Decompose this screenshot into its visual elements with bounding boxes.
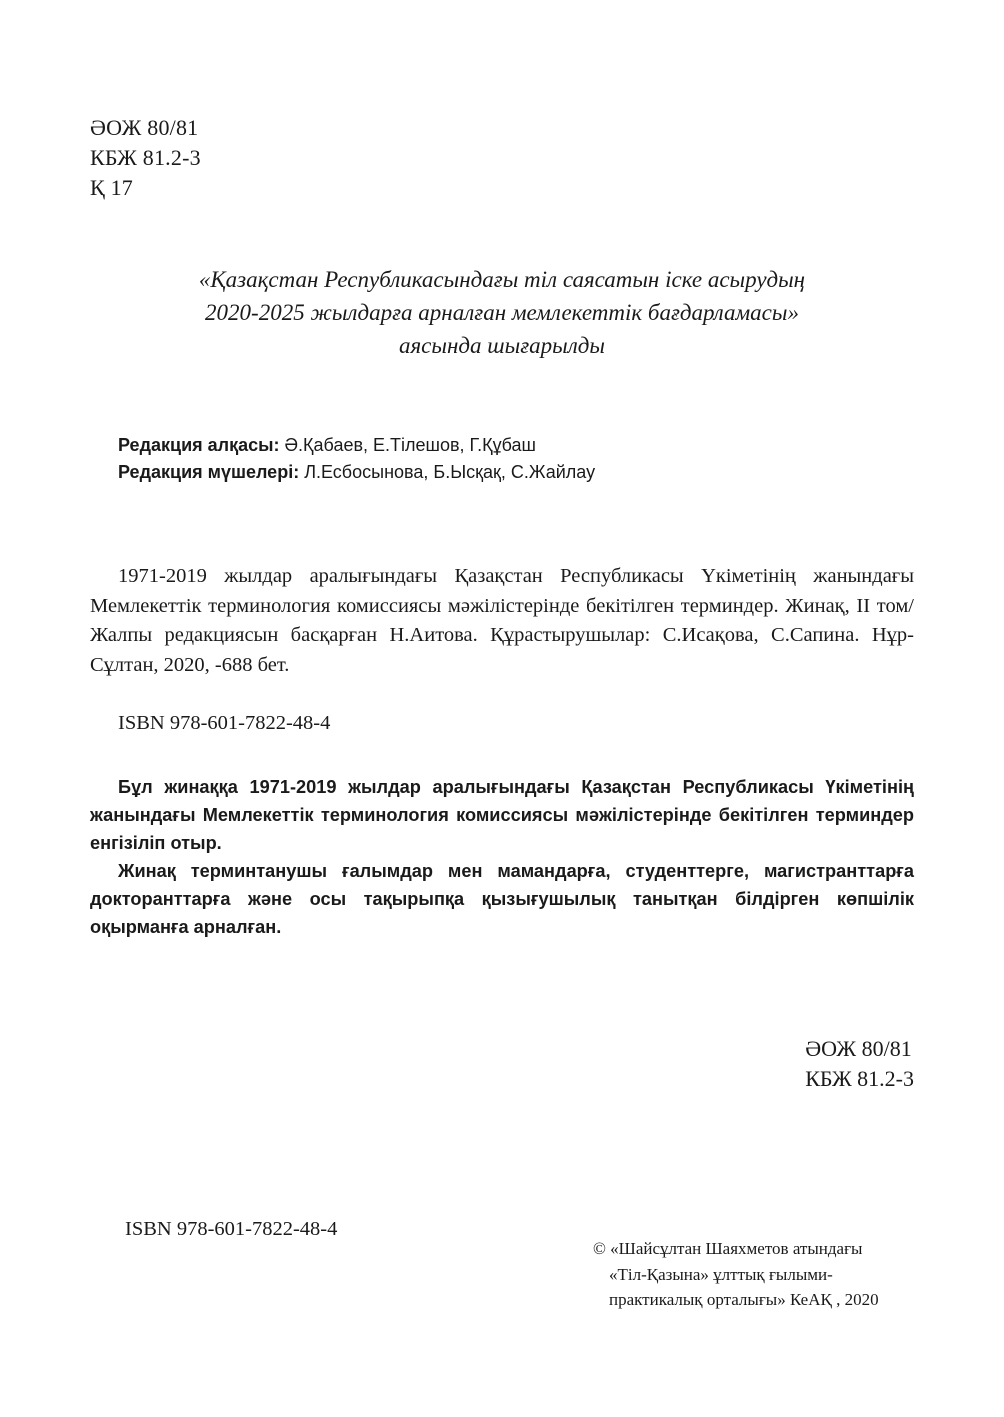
classification-codes-top [90, 113, 201, 203]
annotation-paragraph-1: Бұл жинаққа 1971-2019 жылдар аралығындағы Қазақстан Республикасы Үкіметінің жанындағы Мемлекеттік терминология комиссиясы мәжілістерінде бекітілген терминдер енгізіліп отыр. [90, 777, 914, 853]
classification-codes-bottom [805, 1034, 914, 1094]
editorial-staff-label: Редакция мүшелері: [118, 462, 300, 482]
author-mark: Қ 17 [90, 175, 133, 200]
editorial-staff-members: Л.Есбосынова, Б.Ысқақ, С.Жайлау [299, 462, 596, 482]
copyright-line-1: © «Шайсұлтан Шаяхметов атындағы [593, 1239, 863, 1258]
isbn-record: ISBN 978-601-7822-48-4 [118, 712, 331, 734]
bibliographic-record: 1971-2019 жылдар аралығындағы Қазақстан Республикасы Үкіметінің жанындағы Мемлекеттік терминология комиссиясы мәжілістерінде бекітілген терминдер. Жинақ, ІІ том/ Жалпы редакциясын басқарған Н.Аитова. Құрастырушылар: С.Исақова, С.Сапина. Нұр-Сұлтан, 2020, -688 бет. [90, 565, 914, 676]
editorial-board-row [118, 432, 595, 459]
program-note-line-1: «Қазақстан Республикасындағы тіл саясатын іске асырудың [198, 267, 806, 292]
program-note [100, 263, 904, 362]
copyright-notice [593, 1236, 879, 1313]
lbc-code-bottom: КБЖ 81.2-3 [805, 1066, 914, 1091]
lbc-code: КБЖ 81.2-3 [90, 145, 201, 170]
udc-code: ӘОЖ 80/81 [90, 115, 199, 140]
editorial-staff-row [118, 459, 595, 486]
copyright-line-3: практикалық орталығы» КеАҚ , 2020 [609, 1290, 879, 1309]
annotation [90, 773, 914, 941]
program-note-line-3: аясында шығарылды [398, 333, 605, 358]
program-note-line-2: 2020-2025 жылдарға арналған мемлекеттік бағдарламасы» [205, 300, 799, 325]
copyright-line-2: «Тіл-Қазына» ұлттық ғылыми- [609, 1264, 833, 1284]
udc-code-bottom: ӘОЖ 80/81 [805, 1036, 912, 1061]
isbn-bottom: ISBN 978-601-7822-48-4 [125, 1218, 338, 1240]
editorial-board [118, 432, 595, 486]
annotation-paragraph-2: Жинақ терминтанушы ғалымдар мен мамандарға, студенттерге, магистранттарға докторанттарға және осы тақырыпқа қызығушылық танытқан білдірген көпшілік оқырманға арналған. [90, 861, 914, 937]
editorial-board-members: Ә.Қабаев, Е.Тілешов, Г.Құбаш [279, 435, 536, 455]
editorial-board-label: Редакция алқасы: [118, 435, 280, 455]
